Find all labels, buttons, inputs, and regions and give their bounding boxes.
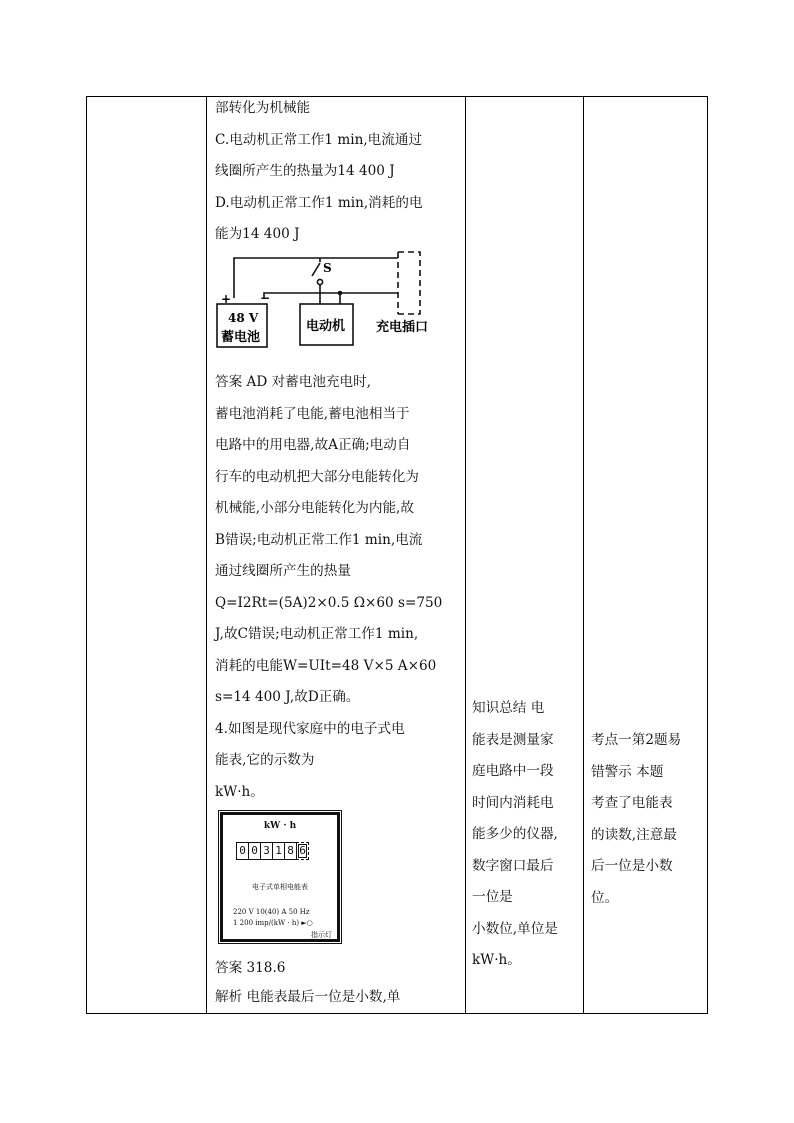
text-line: 答案 318.6	[215, 960, 286, 976]
meter-digit: 1	[272, 842, 285, 860]
text-line: kW·h。	[215, 783, 264, 800]
column-divider	[465, 97, 466, 1013]
meter-title: 电子式单相电能表	[252, 883, 308, 891]
text-line: 小数位,单位是	[472, 920, 558, 937]
text-line: J,故C错误;电动机正常工作1 min,	[215, 626, 419, 642]
meter-display	[236, 842, 308, 860]
text-line: 通过线圈所产生的热量	[215, 563, 351, 579]
text-line: 能表,它的示数为	[215, 752, 315, 768]
text-line: 行车的电动机把大部分电能转化为	[215, 468, 419, 485]
text-line: 解析 电能表最后一位是小数,单	[215, 989, 401, 1005]
text-line: 消耗的电能W=UIt=48 V×5 A×60	[215, 657, 437, 674]
text-line: C.电动机正常工作1 min,电流通过	[215, 131, 423, 148]
text-line: 能多少的仪器,	[472, 826, 558, 842]
meter-spec-rating: 220 V 10(40) A 50 Hz	[233, 908, 310, 916]
text-line: 位。	[591, 889, 619, 906]
column-divider	[206, 97, 207, 1013]
text-line: 知识总结 电	[472, 700, 545, 716]
text-line: 线圈所产生的热量为14 400 J	[215, 163, 395, 179]
plus-sign: +	[221, 292, 232, 306]
minus-sign: −	[260, 291, 271, 305]
text-line: D.电动机正常工作1 min,消耗的电	[215, 194, 423, 211]
text-line: 部转化为机械能	[215, 100, 311, 116]
electric-meter	[220, 812, 340, 942]
text-line: 4.如图是现代家庭中的电子式电	[215, 720, 405, 737]
text-line: 考查了电能表	[591, 795, 673, 811]
text-line: 的读数,注意最	[591, 826, 677, 843]
text-line: 电路中的用电器,故A正确;电动自	[215, 437, 411, 453]
text-line: 后一位是小数	[591, 858, 673, 874]
text-line: 蓄电池消耗了电能,蓄电池相当于	[215, 405, 410, 422]
text-line: Q=I2Rt=(5A)2×0.5 Ω×60 s=750	[215, 594, 443, 611]
motor-label: 电动机	[306, 319, 346, 334]
text-line: 错警示 本题	[591, 763, 664, 780]
meter-digit: 0	[248, 842, 261, 860]
text-line: kW·h。	[472, 952, 521, 968]
charge-port-label: 充电插口	[376, 320, 429, 335]
text-line: 答案 AD 对蓄电池充电时,	[215, 374, 372, 390]
text-line: 考点一第2题易	[591, 732, 682, 748]
meter-unit: kW · h	[263, 821, 297, 831]
meter-digit: 6	[296, 842, 309, 860]
text-line: s=14 400 J,故D正确。	[215, 689, 360, 705]
column-divider	[583, 97, 584, 1013]
meter-indicator-label: 指示灯	[311, 931, 332, 939]
text-line: 机械能,小部分电能转化为内能,故	[215, 500, 414, 516]
text-line: 能表是测量家	[472, 731, 554, 748]
battery-label: 蓄电池	[221, 330, 261, 345]
text-line: 庭电路中一段	[472, 763, 554, 779]
text-line: 能为14 400 J	[215, 226, 300, 242]
text-line: 时间内消耗电	[472, 794, 554, 811]
meter-digit: 0	[236, 842, 249, 860]
meter-digit: 8	[284, 842, 297, 860]
battery-voltage: 48 V	[228, 311, 259, 325]
meter-digit: 3	[260, 842, 273, 860]
content-table	[86, 96, 708, 1014]
text-line: 数字窗口最后	[472, 857, 554, 874]
switch-label: S	[323, 261, 332, 275]
text-line: B错误;电动机正常工作1 min,电流	[215, 531, 423, 548]
meter-spec-impulse: 1 200 imp/(kW · h) ►○	[233, 919, 313, 927]
text-line: 一位是	[472, 889, 513, 905]
circuit-diagram	[212, 246, 448, 356]
